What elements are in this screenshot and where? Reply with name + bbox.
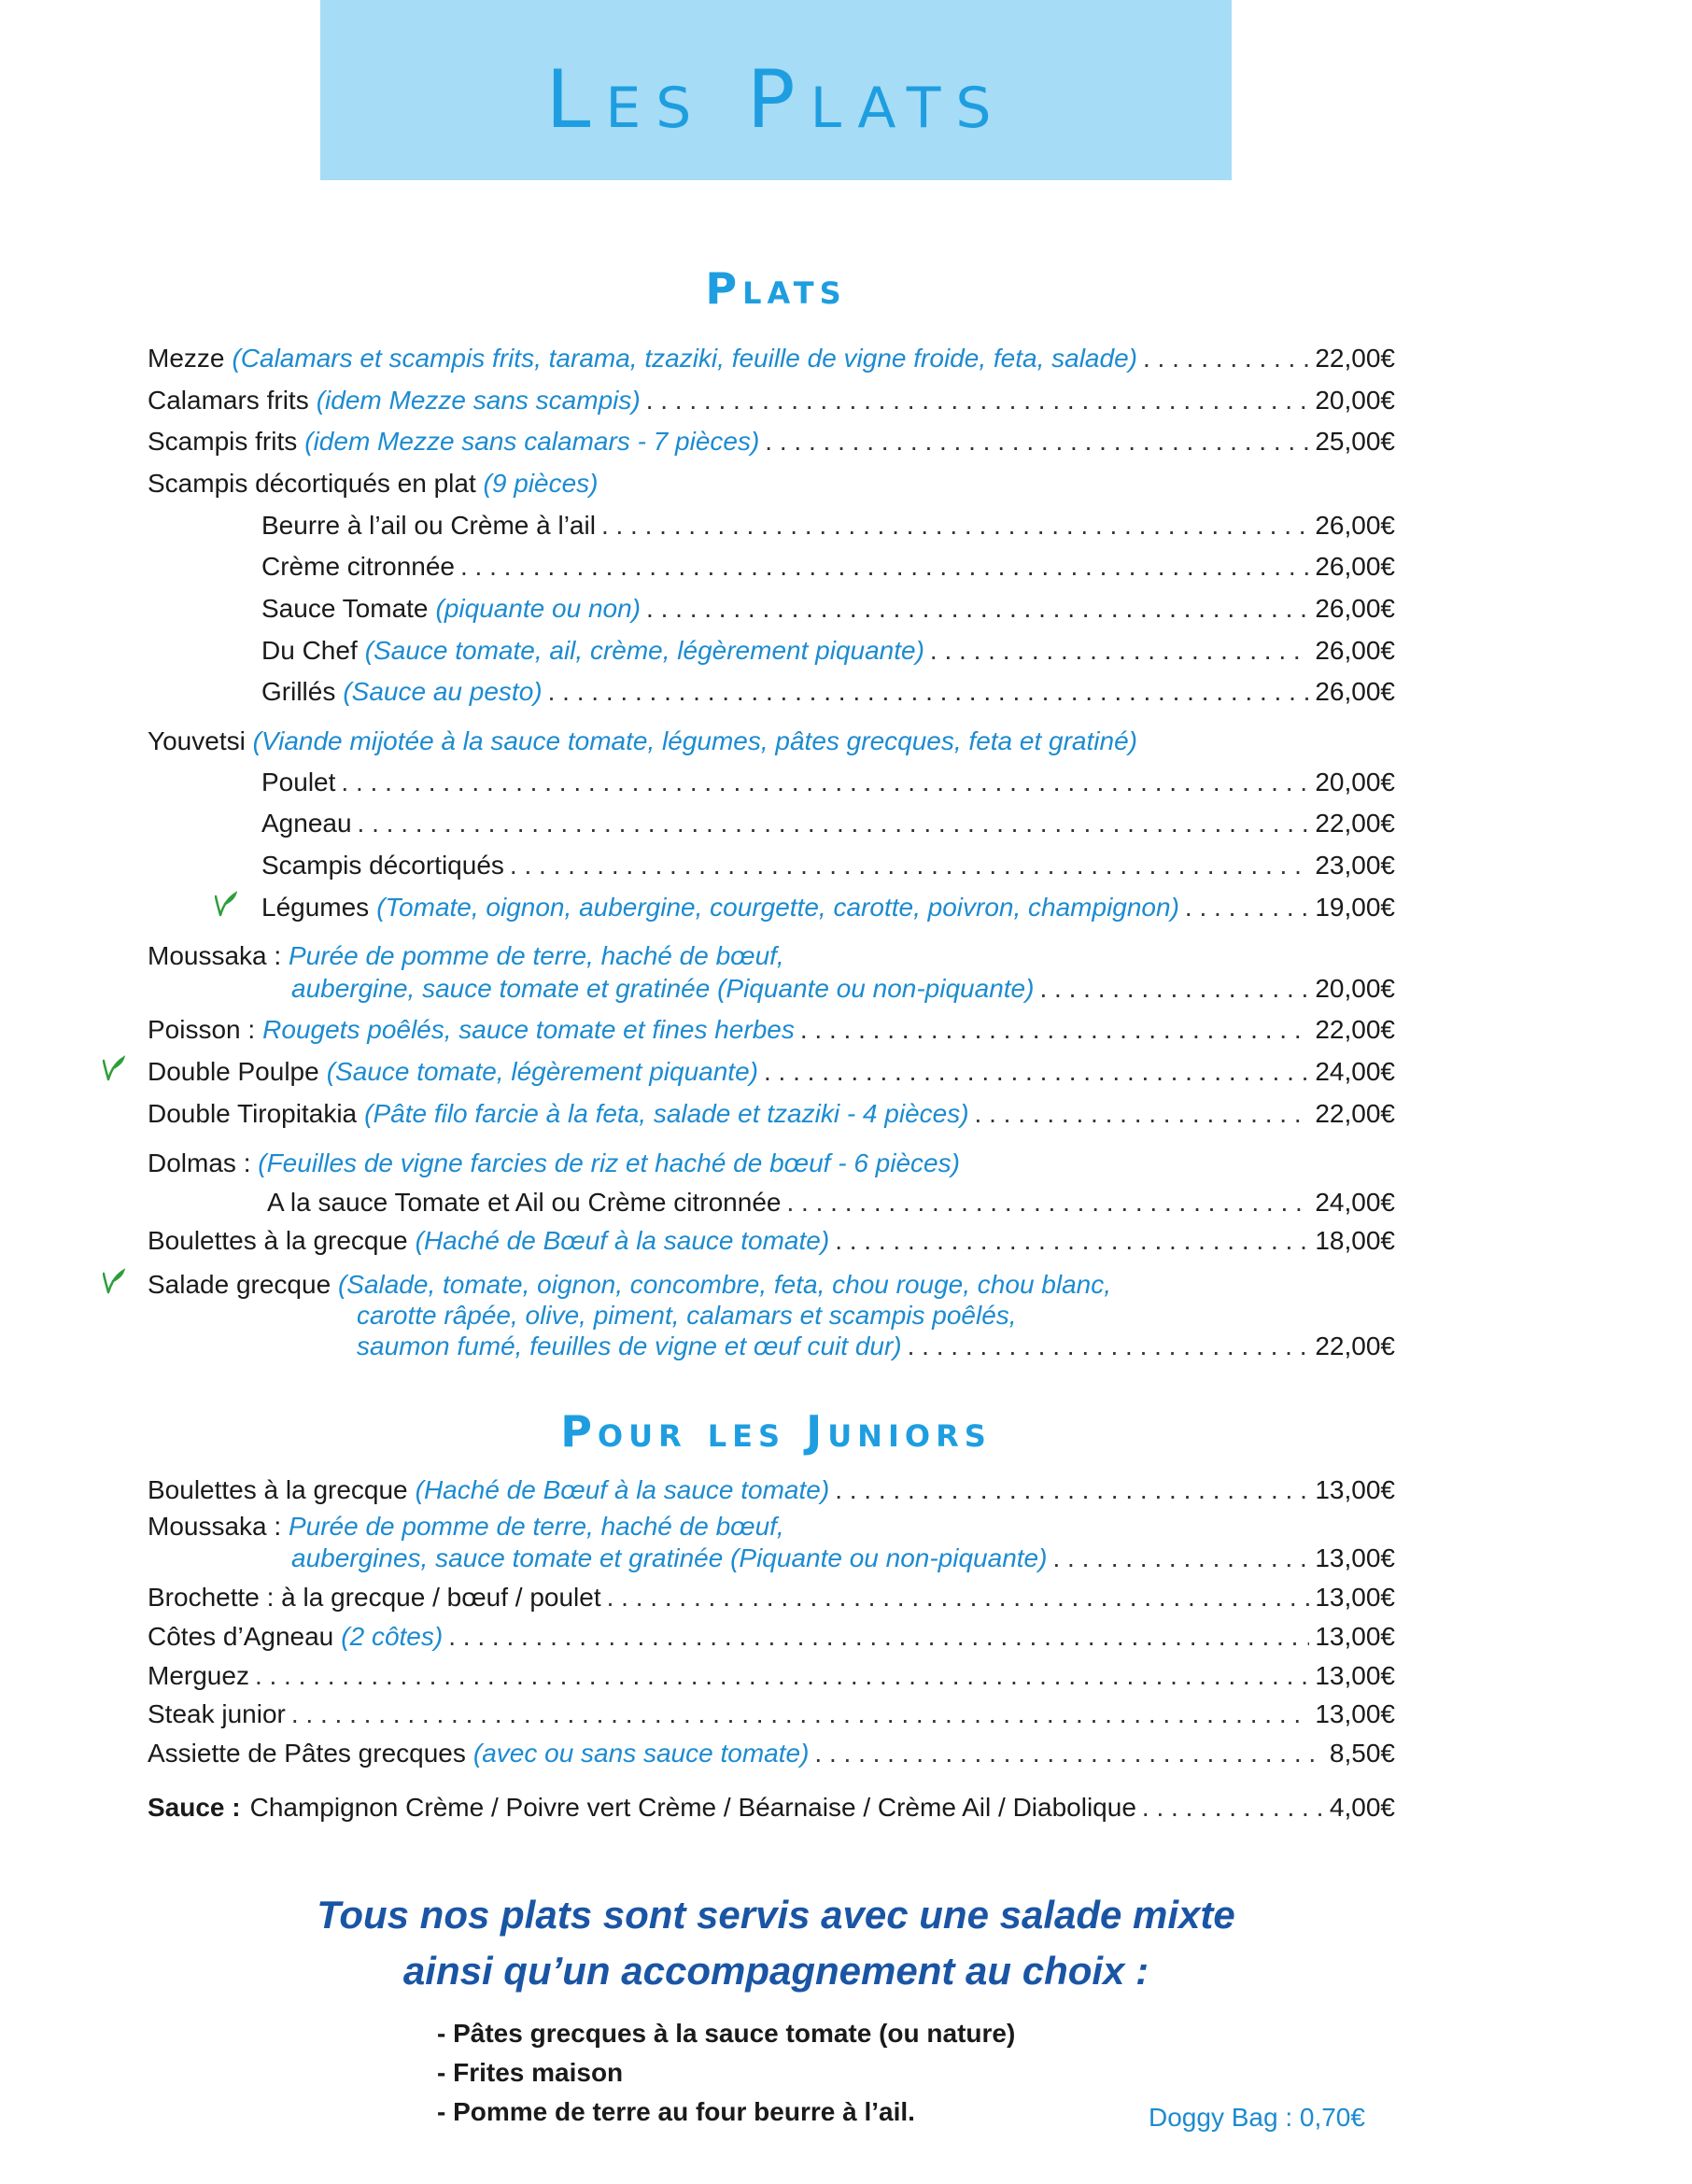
menu-item-creme-citronnee <box>261 550 1395 584</box>
item-description: (Haché de Bœuf à la sauce tomate) <box>415 1475 830 1504</box>
item-price: 22,00€ <box>1315 1099 1395 1128</box>
menu-item-sauce-tomate <box>261 592 1395 626</box>
item-description: (Haché de Bœuf à la sauce tomate) <box>415 1226 830 1255</box>
dot-leader <box>908 1330 1310 1363</box>
dot-leader <box>765 425 1309 458</box>
item-name: Double Tiropitakia <box>148 1099 358 1128</box>
menu-item-salade-line2: carotte râpée, olive, piment, calamars et scampis poêlés, <box>357 1301 1017 1330</box>
item-description: Purée de pomme de terre, haché de bœuf, <box>288 941 784 970</box>
footer-note-line2: ainsi qu’un accompagnement au choix : <box>402 1949 1149 1993</box>
dot-leader <box>1142 1791 1324 1825</box>
junior-item-boulettes <box>148 1473 1395 1507</box>
side-option-pates: - Pâtes grecques à la sauce tomate (ou nature) <box>437 2019 1016 2048</box>
sauce-label: Sauce : <box>148 1793 241 1822</box>
item-price: 26,00€ <box>1315 594 1395 623</box>
item-name: Du Chef <box>261 636 358 665</box>
item-price: 18,00€ <box>1315 1226 1395 1255</box>
doggy-bag-price: Doggy Bag : 0,70€ <box>1149 2103 1365 2132</box>
item-description: (Sauce tomate, légèrement piquante) <box>326 1057 758 1086</box>
menu-item-moussaka-line1 <box>148 939 784 973</box>
item-name: Agneau <box>261 809 352 838</box>
item-name: Scampis frits <box>148 427 298 456</box>
item-name: Mezze <box>148 344 225 373</box>
item-name: Boulettes à la grecque <box>148 1226 408 1255</box>
item-name: Crème citronnée <box>261 552 455 581</box>
sauce-options <box>148 1791 1395 1825</box>
dot-leader <box>764 1055 1309 1089</box>
menu-item-salade-line1 <box>148 1268 1111 1302</box>
dot-leader <box>1052 1542 1309 1575</box>
item-price: 23,00€ <box>1315 851 1395 880</box>
dot-leader <box>930 634 1309 668</box>
menu-item-boulettes <box>148 1224 1395 1258</box>
item-price: 24,00€ <box>1315 1188 1395 1217</box>
item-price: 24,00€ <box>1315 1057 1395 1086</box>
menu-item-salade-grecque <box>357 1330 1395 1363</box>
dot-leader <box>786 1186 1309 1219</box>
item-description: Purée de pomme de terre, haché de bœuf, <box>288 1512 784 1541</box>
item-price: 13,00€ <box>1315 1583 1395 1612</box>
item-name: Moussaka : <box>148 941 282 970</box>
dot-leader <box>341 766 1309 799</box>
title-banner <box>320 0 1232 180</box>
menu-item-beurre-ail <box>261 509 1395 542</box>
item-price: 20,00€ <box>1315 386 1395 415</box>
item-price: 4,00€ <box>1329 1793 1395 1822</box>
junior-item-brochette <box>148 1581 1395 1614</box>
dot-leader <box>835 1473 1309 1507</box>
dot-leader <box>835 1224 1309 1258</box>
item-description: (idem Mezze sans calamars - 7 pièces) <box>304 427 760 456</box>
item-description: (Pâte filo farcie à la feta, salade et tzaziki - 4 pièces) <box>364 1099 969 1128</box>
dot-leader <box>510 849 1309 882</box>
item-name: Côtes d’Agneau <box>148 1622 334 1651</box>
junior-item-merguez <box>148 1659 1395 1693</box>
item-name: Calamars frits <box>148 386 309 415</box>
item-description: (9 pièces) <box>483 469 599 498</box>
dot-leader <box>460 550 1309 584</box>
dot-leader <box>255 1659 1309 1693</box>
dot-leader <box>358 807 1310 840</box>
item-description: (Feuilles de vigne farcies de riz et haché de bœuf - 6 pièces) <box>258 1148 960 1177</box>
item-description: (Tomate, oignon, aubergine, courgette, carotte, poivron, champignon) <box>376 893 1179 922</box>
item-description: (idem Mezze sans scampis) <box>316 386 641 415</box>
item-name: Moussaka : <box>148 1512 282 1541</box>
item-description: (Sauce tomate, ail, crème, légèrement piquante) <box>364 636 924 665</box>
menu-item-du-chef <box>261 634 1395 668</box>
item-price: 22,00€ <box>1315 1015 1395 1044</box>
item-name: Boulettes à la grecque <box>148 1475 408 1504</box>
section-title-plats: Plats <box>705 263 847 314</box>
item-name: Grillés <box>261 677 336 706</box>
item-price: 22,00€ <box>1315 1332 1395 1360</box>
dot-leader <box>548 675 1310 709</box>
item-description: (avec ou sans sauce tomate) <box>472 1739 810 1768</box>
item-price: 8,50€ <box>1329 1739 1395 1768</box>
item-price: 25,00€ <box>1315 427 1395 456</box>
dot-leader <box>800 1013 1310 1047</box>
dot-leader <box>1143 342 1309 375</box>
item-name: Assiette de Pâtes grecques <box>148 1739 466 1768</box>
junior-item-cotes-agneau <box>148 1620 1395 1654</box>
item-price: 26,00€ <box>1315 552 1395 581</box>
dot-leader <box>291 1698 1309 1731</box>
item-price: 26,00€ <box>1315 677 1395 706</box>
dot-leader <box>1039 972 1309 1006</box>
menu-item-grilles <box>261 675 1395 709</box>
item-name: Double Poulpe <box>148 1057 319 1086</box>
item-description: (piquante ou non) <box>435 594 642 623</box>
item-name: Légumes <box>261 893 370 922</box>
junior-item-pates <box>148 1737 1395 1770</box>
item-name: Youvetsi <box>148 726 246 755</box>
dot-leader <box>646 384 1310 417</box>
menu-item-moussaka <box>291 972 1395 1006</box>
section-title-juniors: Pour les Juniors <box>560 1406 992 1457</box>
menu-item-calamars <box>148 384 1395 417</box>
item-description: (Salade, tomate, oignon, concombre, feta, chou rouge, chou blanc, <box>337 1270 1112 1299</box>
junior-item-moussaka-line1 <box>148 1510 784 1543</box>
sauce-list: Champignon Crème / Poivre vert Crème / Béarnaise / Crème Ail / Diabolique <box>249 1793 1136 1822</box>
menu-item-poulet <box>261 766 1395 799</box>
item-name: Beurre à l’ail ou Crème à l’ail <box>261 511 596 540</box>
item-name: Poisson : <box>148 1015 256 1044</box>
item-price: 20,00€ <box>1315 974 1395 1003</box>
menu-item-mezze <box>148 342 1395 375</box>
item-name: Brochette : à la grecque / bœuf / poulet <box>148 1583 601 1612</box>
menu-group-youvetsi <box>148 725 1137 758</box>
leaf-icon <box>103 1055 125 1081</box>
item-price: 20,00€ <box>1315 768 1395 796</box>
item-name: Steak junior <box>148 1699 286 1728</box>
menu-item-poisson <box>148 1013 1395 1047</box>
item-price: 22,00€ <box>1315 344 1395 373</box>
menu-item-legumes <box>261 891 1395 924</box>
page-title: Les Plats <box>545 53 1007 147</box>
dot-leader <box>607 1581 1310 1614</box>
menu-item-double-poulpe <box>148 1055 1395 1089</box>
menu-item-scampis-frits <box>148 425 1395 458</box>
item-name: Poulet <box>261 768 336 796</box>
item-price: 13,00€ <box>1315 1543 1395 1572</box>
menu-item-agneau <box>261 807 1395 840</box>
item-description: (2 côtes) <box>341 1622 444 1651</box>
item-price: 13,00€ <box>1315 1622 1395 1651</box>
item-description: aubergine, sauce tomate et gratinée (Piquante ou non-piquante) <box>291 974 1035 1003</box>
dot-leader <box>448 1620 1309 1654</box>
side-option-pomme-de-terre: - Pomme de terre au four beurre à l’ail. <box>437 2097 915 2126</box>
dot-leader <box>1185 891 1309 924</box>
item-name: Scampis décortiqués en plat <box>148 469 476 498</box>
dot-leader <box>646 592 1309 626</box>
item-description: (Sauce au pesto) <box>343 677 543 706</box>
dot-leader <box>975 1097 1310 1131</box>
dot-leader <box>601 509 1309 542</box>
item-price: 13,00€ <box>1315 1475 1395 1504</box>
item-price: 19,00€ <box>1315 893 1395 922</box>
menu-group-dolmas <box>148 1147 960 1180</box>
leaf-icon <box>215 891 237 917</box>
item-price: 13,00€ <box>1315 1699 1395 1728</box>
side-option-frites: - Frites maison <box>437 2058 624 2087</box>
item-description: (Viande mijotée à la sauce tomate, légumes, pâtes grecques, feta et gratiné) <box>252 726 1137 755</box>
item-description: (Calamars et scampis frits, tarama, tzaziki, feuille de vigne froide, feta, salade) <box>232 344 1137 373</box>
item-description: saumon fumé, feuilles de vigne et œuf cuit dur) <box>357 1332 902 1360</box>
menu-item-scampis-decortiques <box>261 849 1395 882</box>
menu-group-scampis-plat <box>148 467 598 500</box>
menu-item-dolmas-sauce <box>267 1186 1395 1219</box>
item-price: 13,00€ <box>1315 1661 1395 1690</box>
item-name: A la sauce Tomate et Ail ou Crème citronnée <box>267 1188 782 1217</box>
item-price: 22,00€ <box>1315 809 1395 838</box>
item-name: Scampis décortiqués <box>261 851 504 880</box>
item-name: Salade grecque <box>148 1270 331 1299</box>
footer-note-line1: Tous nos plats sont servis avec une salade mixte <box>317 1893 1235 1937</box>
menu-item-tiropitakia <box>148 1097 1395 1131</box>
item-description: aubergines, sauce tomate et gratinée (Piquante ou non-piquante) <box>291 1543 1048 1572</box>
item-description: Rougets poêlés, sauce tomate et fines herbes <box>262 1015 795 1044</box>
leaf-icon <box>103 1268 125 1294</box>
item-name: Sauce Tomate <box>261 594 429 623</box>
junior-item-steak <box>148 1698 1395 1731</box>
item-name: Dolmas : <box>148 1148 251 1177</box>
junior-item-moussaka <box>291 1542 1395 1575</box>
item-price: 26,00€ <box>1315 636 1395 665</box>
dot-leader <box>814 1737 1324 1770</box>
item-name: Merguez <box>148 1661 249 1690</box>
item-price: 26,00€ <box>1315 511 1395 540</box>
